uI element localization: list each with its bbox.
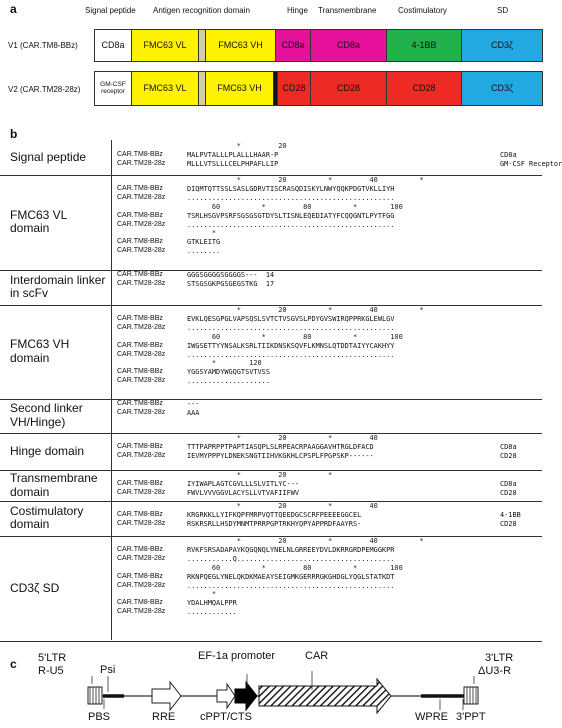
sequence-line: MALPVTALLLPLALLLHAAR-P [187,150,279,159]
segment-cd3z: CD3ζ [461,29,543,62]
construct-name: CAR.TM8-BBz [117,510,163,518]
sequence-line: GGGSGGGGSGGGGS--- 14 [187,271,275,279]
construct-name: CAR.TM28-28z [117,608,166,616]
sequence-line: STSGSGKPGSGEGSTKG 17 [187,279,275,288]
sequence-line: .................................................. [187,581,395,590]
label-car: CAR [305,650,329,662]
domain-label: FMC63 VL domain [10,207,67,236]
label-du3r: ΔU3-R [478,665,512,677]
panel-c-letter: c [10,657,17,671]
construct-name: CAR.TM8-BBz [117,150,163,158]
position-ruler: 60 * 80 * 100 [187,563,403,572]
source-note: CD8a [500,150,517,159]
sequence-line: IYIWAPLAGTCGVLLLSLVITLYC--- [187,479,300,488]
construct-name: CAR.TM8-BBz [117,599,163,607]
rre-arrow [152,682,181,710]
construct-name: CAR.TM28-28z [117,408,166,416]
construct-name: CAR.TM8-BBz [117,368,163,376]
position-ruler: 60 * 80 * 100 [187,202,403,211]
domain-label: Second linker VH/Hinge) [10,401,83,429]
position-ruler: * 20 * 40 [187,434,378,442]
construct-name: CAR.TM28-28z [117,488,166,496]
sequence-line: .................................................. [187,193,395,202]
sequence-line: EVKLQESGPGLVAPSQSLSVTCTVSGVSLPDYGVSWIRQPPRKGLEWLGV [187,314,395,323]
sequence-line: .................................................. [187,323,395,332]
position-ruler: * 20 [187,142,287,150]
position-ruler: * [187,229,217,238]
construct-v2-label: V2 (CAR.TM28-28z) [8,85,81,94]
construct-name: CAR.TM8-BBz [117,238,163,246]
segment-hinge-cd8a: CD8a [275,29,311,62]
position-ruler: 60 * 80 * 100 [187,332,403,341]
segment-costim-41bb: 4-1BB [386,29,462,62]
source-note: CD28 [500,519,517,528]
source-note: 4-1BB [500,510,521,519]
header-costimulatory: Costimulatory [398,6,447,15]
position-ruler: * 20 * [187,471,333,479]
header-transmembrane: Transmembrane [318,6,377,15]
label-5ltr: 5'LTR [38,652,67,664]
label-r-u5: R-U5 [38,665,64,677]
construct-name: CAR.TM28-28z [117,350,166,358]
domain-label: CD3ζ SD [10,580,60,595]
sequence-line: .................................................. [187,220,395,229]
source-note: CD28 [500,488,517,497]
position-ruler: * 20 * 40 * [187,306,424,314]
position-ruler: * [187,590,217,599]
sequence-line: .................... [187,377,270,386]
segment-fmc63-vl: FMC63 VL [131,29,199,62]
segment-costim-cd28: CD28 [386,71,462,106]
ef1a-arrow [235,682,257,710]
segment-fmc63-vl: FMC63 VL [131,71,199,106]
panel-b-letter: b [10,127,18,141]
cppt-arrow [217,684,235,708]
sequence-line: .................................................. [187,350,395,359]
construct-name: CAR.TM28-28z [117,451,166,459]
construct-name: CAR.TM8-BBz [117,400,163,407]
header-antigen-recognition: Antigen recognition domain [153,6,250,15]
sequence-line: ...........Q...................................... [187,554,395,563]
construct-name: CAR.TM28-28z [117,220,166,228]
sequence-line: RVKFSRSADAPAYKQGQNQLYNELNLGRREEYDVLDKRRGRDPEMGGKPR [187,545,395,554]
sequence-line: RKNPQEGLYNELQKDKMAEAYSEIGMKGERRRGKGHDGLYQGLSTATKDT [187,572,395,581]
sequence-line: KRGRKKLLYIFKQPFMRPVQTTQEEDGCSCRFPEEEEGGCEL [187,510,362,519]
domain-label: Interdomain linker in scFv [10,272,106,301]
construct-v1-label: V1 (CAR.TM8-BBz) [8,41,78,50]
construct-name: CAR.TM8-BBz [117,271,163,278]
domain-label: Transmembrane domain [10,471,98,499]
domain-label: Hinge domain [10,443,85,458]
label-ef1a: EF-1a promoter [198,650,276,662]
construct-name: CAR.TM28-28z [117,247,166,255]
construct-name: CAR.TM8-BBz [117,184,163,192]
position-ruler: * 20 * 40 * [187,176,424,184]
source-note: CD28 [500,451,517,460]
sequence-line: ............ [187,608,237,617]
position-ruler: * 120 [187,359,262,368]
construct-name: CAR.TM28-28z [117,581,166,589]
sequence-line: YGGSYAMDYWGQGTSVTVSS [187,368,270,377]
header-signal-peptide: Signal peptide [85,6,136,15]
sequence-line: AAA [187,408,200,417]
sequence-line: IEVMYPPPYLDNEKSNGTIIHVKGKHLCPSPLFPGPSKP------ [187,451,374,460]
label-psi: Psi [100,664,116,676]
segment-cd3z: CD3ζ [461,71,543,106]
construct-name: CAR.TM28-28z [117,323,166,331]
car-arrow [259,679,391,713]
construct-name: CAR.TM8-BBz [117,341,163,349]
sequence-line: YDALHMQALPPR [187,599,237,608]
construct-name: CAR.TM8-BBz [117,442,163,450]
segment-fmc63-vh: FMC63 VH [205,71,274,106]
source-note: CD8a [500,479,517,488]
position-ruler: * 20 * 40 * [187,537,424,545]
panel-a-letter: a [10,2,17,16]
label-3ppt: 3'PPT [456,711,486,723]
construct-name: CAR.TM8-BBz [117,314,163,322]
sequence-line: IWGSETTYYNSALKSRLTIIKDNSKSQVFLKMNSLQTDDTAIYYCAKHYY [187,341,395,350]
sequence-line: TSRLHSGVPSRFSGSGSGTDYSLTISNLEQEDIATYFCQQGNTLPYTFGG [187,211,395,220]
construct-name: CAR.TM28-28z [117,519,166,527]
sequence-line: ........ [187,247,221,256]
source-note: CD8a [500,442,517,451]
label-wpre: WPRE [415,711,448,723]
segment-signal-gmcsf: GM-CSF receptor [94,71,132,106]
segment-fmc63-vh: FMC63 VH [205,29,276,62]
construct-name: CAR.TM28-28z [117,159,166,167]
sequence-line: --- [187,400,200,408]
segment-tm-cd8a: CD8a [310,29,387,62]
segment-hinge-cd28: CD28 [277,71,311,106]
segment-signal-cd8a: CD8a [94,29,132,62]
segment-tm-cd28: CD28 [310,71,387,106]
construct-name: CAR.TM28-28z [117,377,166,385]
construct-name: CAR.TM28-28z [117,554,166,562]
domain-label: FMC63 VH domain [10,337,70,365]
construct-name: CAR.TM28-28z [117,279,166,287]
construct-name: CAR.TM8-BBz [117,572,163,580]
label-rre: RRE [152,711,176,723]
source-note: GM-CSF Receptor [500,159,562,168]
sequence-line: RSKRSRLLHSDYMNMTPRRPGPTRKHYQPYAPPRDFAAYRS- [187,519,362,528]
sequence-line: TTTPAPRPPTPAPTIASQPLSLRPEACRPAAGGAVHTRGLDFACD [187,442,374,451]
sequence-line: GTKLEITG [187,238,221,247]
header-sd: SD [497,6,509,15]
construct-name: CAR.TM8-BBz [117,479,163,487]
domain-label: Costimulatory domain [10,503,84,532]
label-3ltr: 3'LTR [485,652,514,664]
sequence-line: FWVLVVVGGVLACYSLLVTVAFIIFWV [187,488,300,497]
label-cppt-cts: cPPT/CTS [200,711,252,723]
construct-name: CAR.TM8-BBz [117,545,163,553]
position-ruler: * 20 * 40 [187,502,378,510]
construct-name: CAR.TM28-28z [117,193,166,201]
sequence-line: DIQMTQTTSSLSASLGDRVTISCRASQDISKYLNWYQQKPDGTVKLLIYH [187,184,395,193]
domain-label: Signal peptide [10,150,87,164]
header-hinge: Hinge [287,6,308,15]
construct-name: CAR.TM8-BBz [117,211,163,219]
sequence-line: MLLLVTSLLLCELPHPAFLLIP [187,159,279,168]
label-pbs: PBS [88,711,111,723]
